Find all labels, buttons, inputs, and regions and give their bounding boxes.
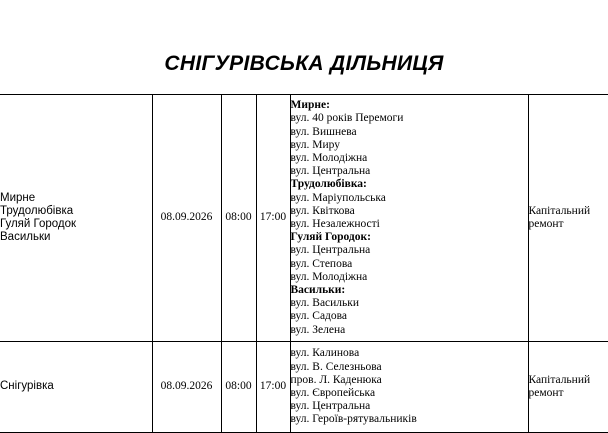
- date-cell: 08.09.2026: [152, 95, 221, 342]
- street-item: вул. Садова: [290, 310, 348, 323]
- locality-heading: Трудолюбівка:: [290, 178, 367, 191]
- street-item: вул. Вишнева: [290, 125, 357, 138]
- street-item: вул. Центральна: [290, 244, 371, 257]
- work-type-cell: [528, 342, 608, 433]
- settlement-name: Васильки: [0, 231, 51, 244]
- street-item: вул. В. Селезньова: [290, 360, 382, 373]
- street-item: вул. Центральна: [290, 165, 371, 178]
- street-item: пров. Л. Каденюка: [290, 373, 382, 386]
- locality-heading: Гуляй Городок:: [290, 231, 371, 244]
- street-item: вул. Героїв-рятувальників: [290, 413, 417, 426]
- table-row: [0, 95, 608, 342]
- street-item: вул. 40 років Перемоги: [290, 112, 404, 125]
- street-item: вул. Квіткова: [290, 204, 355, 217]
- street-item: вул. Молодіжна: [290, 151, 368, 164]
- street-item: вул. Молодіжна: [290, 270, 368, 283]
- start-time-cell: 08:00: [221, 342, 256, 433]
- settlement-name: Гуляй Городок: [0, 218, 77, 230]
- work-type-line: ремонт: [528, 218, 564, 230]
- street-item: вул. Миру: [290, 138, 340, 151]
- date-cell: 08.09.2026: [152, 342, 221, 433]
- outage-schedule-table: [0, 94, 608, 433]
- settlements-cell: [0, 95, 152, 342]
- locality-heading: Васильки:: [290, 284, 346, 297]
- end-time-cell: 17:00: [256, 95, 290, 342]
- streets-cell: [290, 95, 528, 342]
- work-type-cell: [528, 95, 608, 342]
- settlement-name: Мирне: [0, 191, 36, 204]
- locality-heading: Мирне:: [290, 99, 330, 112]
- street-item: вул. Незалежності: [290, 218, 380, 230]
- street-item: вул. Європейська: [290, 387, 376, 399]
- end-time-cell: 17:00: [256, 342, 290, 433]
- settlements-cell: [0, 342, 152, 433]
- street-item: вул. Маріупольська: [290, 191, 386, 204]
- page-title: СНІГУРІВСЬКА ДІЛЬНИЦЯ: [164, 52, 444, 75]
- settlement-name: Снігурівка: [0, 380, 54, 393]
- settlement-name: Трудолюбівка: [0, 204, 74, 217]
- street-item: вул. Центральна: [290, 400, 371, 413]
- street-item: вул. Степова: [290, 257, 353, 270]
- work-type-line: ремонт: [528, 387, 564, 399]
- streets-cell: [290, 342, 528, 433]
- start-time-cell: 08:00: [221, 95, 256, 342]
- work-type-line: Капітальний: [528, 373, 591, 386]
- work-type-line: Капітальний: [528, 204, 591, 217]
- table-row: [0, 342, 608, 433]
- street-item: вул. Калинова: [290, 347, 360, 360]
- street-item: вул. Зелена: [290, 323, 346, 336]
- street-item: вул. Васильки: [290, 297, 360, 310]
